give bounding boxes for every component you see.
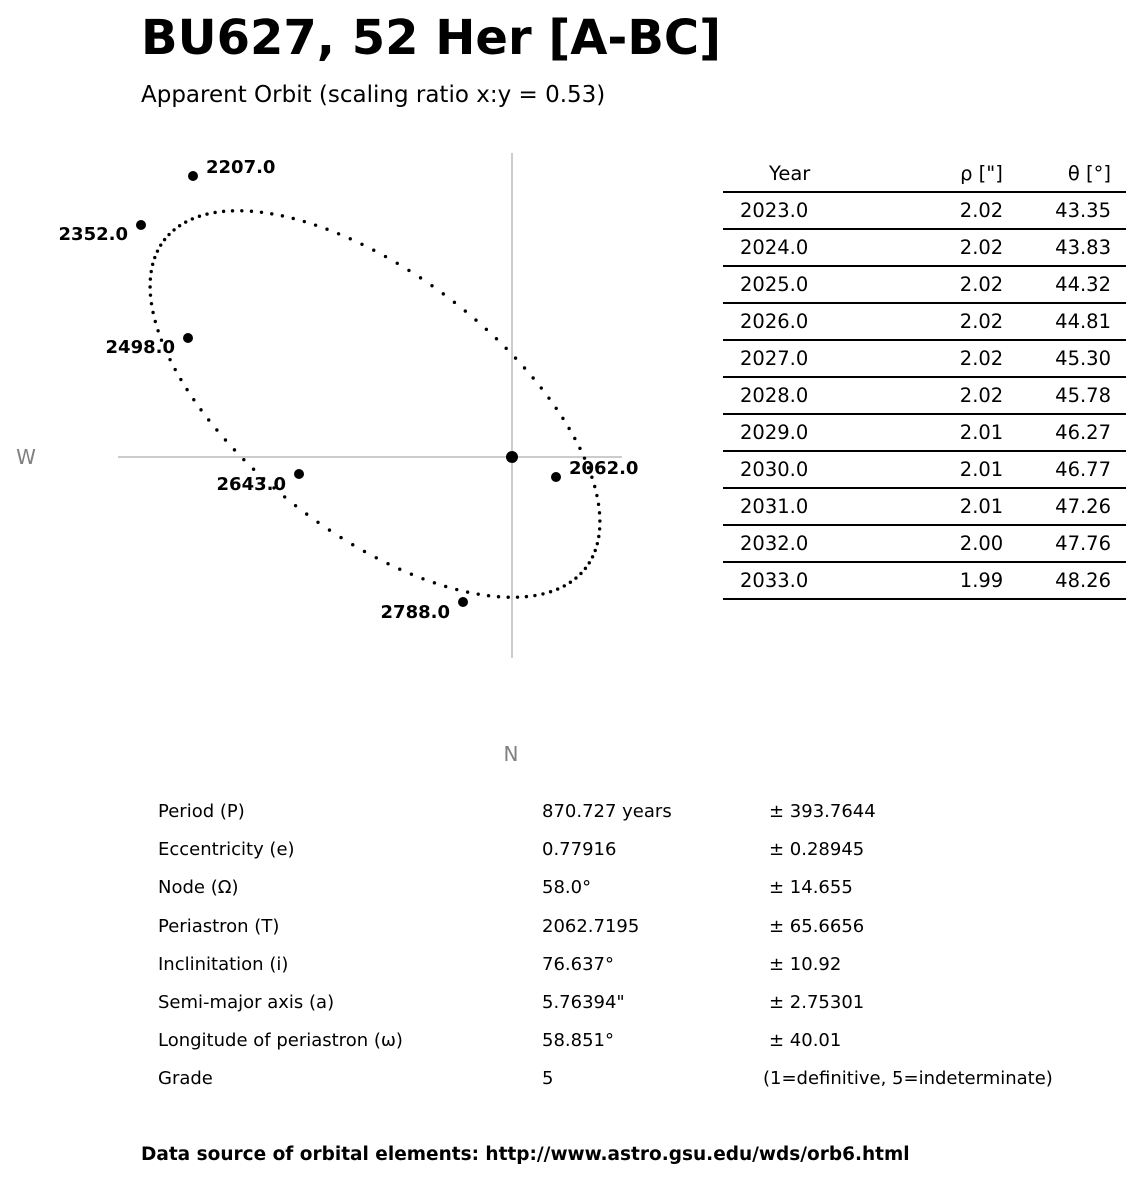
axes-layer	[118, 153, 622, 658]
orbit-point	[598, 527, 601, 530]
orbit-point	[153, 256, 156, 259]
year-cell: 2025.0	[723, 266, 919, 303]
element-name: Periastron (T)	[158, 915, 280, 937]
rho-cell: 2.01	[919, 451, 1044, 488]
orbit-point	[531, 376, 534, 379]
primary-star-marker	[506, 451, 518, 463]
orbit-point	[477, 592, 480, 595]
orbit-point	[384, 255, 387, 258]
element-error: ± 10.92	[769, 953, 842, 975]
element-value: 58.851°	[542, 1030, 614, 1052]
orbit-point	[573, 437, 576, 440]
orbit-point	[233, 448, 236, 451]
rho-cell: 2.02	[919, 340, 1044, 377]
element-name: Period (P)	[158, 801, 245, 822]
orbit-point	[305, 512, 308, 515]
orbit-point	[178, 224, 181, 227]
orbit-point	[149, 293, 152, 296]
theta-cell: 45.30	[1044, 340, 1126, 377]
orbit-point	[163, 238, 166, 241]
rho-cell: 2.02	[919, 192, 1044, 229]
theta-cell: 43.35	[1044, 192, 1126, 229]
orbit-point	[213, 211, 216, 214]
epoch-label: 2643.0	[216, 474, 286, 495]
ephemeris-row	[723, 451, 1126, 488]
orbit-point	[179, 378, 182, 381]
element-value: 0.77916	[542, 839, 617, 861]
orbit-point	[250, 210, 253, 213]
orbit-point	[421, 577, 424, 580]
orbit-point	[168, 358, 171, 361]
orbit-point	[598, 519, 601, 522]
orbit-point	[198, 215, 201, 218]
element-value: 76.637°	[542, 953, 614, 975]
element-name: Inclinitation (i)	[158, 953, 289, 975]
orbit-point	[260, 211, 263, 214]
orbit-point	[192, 398, 195, 401]
orbit-point	[516, 595, 519, 598]
orbit-point	[549, 590, 552, 593]
orbit-point	[150, 270, 153, 273]
orbit-point	[574, 576, 577, 579]
epoch-marker	[188, 171, 198, 181]
epoch-marker	[183, 333, 193, 343]
orbit-point	[172, 228, 175, 231]
west-axis-label: W	[16, 445, 36, 469]
orbit-chart	[0, 130, 700, 780]
orbit-point	[240, 209, 243, 212]
epoch-label: 2062.0	[569, 458, 639, 479]
orbit-point	[159, 243, 162, 246]
epoch-markers-layer	[136, 171, 561, 607]
orbit-point	[523, 366, 526, 369]
orbit-point	[567, 427, 570, 430]
orbit-point	[563, 584, 566, 587]
year-cell: 2024.0	[723, 229, 919, 266]
element-name: Longitude of periastron (ω)	[158, 1030, 403, 1052]
rho-cell: 1.99	[919, 562, 1044, 599]
element-error: ± 14.655	[769, 877, 853, 899]
orbit-point	[407, 269, 410, 272]
year-cell: 2028.0	[723, 377, 919, 414]
element-value: 5.76394"	[542, 991, 625, 1013]
element-error: ± 2.75301	[769, 991, 865, 1013]
orbit-point	[185, 388, 188, 391]
epoch-marker	[551, 472, 561, 482]
orbit-point	[591, 555, 594, 558]
orbit-point	[487, 594, 490, 597]
orbit-point	[584, 567, 587, 570]
orbit-point	[242, 458, 245, 461]
orbit-point	[151, 263, 154, 266]
orbit-point	[433, 581, 436, 584]
orbit-point	[495, 337, 498, 340]
orbit-point	[453, 301, 456, 304]
rho-cell: 2.01	[919, 414, 1044, 451]
element-error: ± 393.7644	[769, 801, 876, 822]
orbit-point	[207, 418, 210, 421]
orbit-point	[294, 504, 297, 507]
orbit-point	[464, 309, 467, 312]
ephemeris-header-row	[723, 155, 1126, 192]
orbit-point	[156, 249, 159, 252]
ephemeris-row	[723, 525, 1126, 562]
orbit-point	[252, 468, 255, 471]
orbit-point	[386, 562, 389, 565]
orbit-point	[556, 587, 559, 590]
orbit-point	[224, 438, 227, 441]
orbit-point	[514, 356, 517, 359]
orbit-point	[595, 494, 598, 497]
orbit-point	[396, 262, 399, 265]
year-cell: 2026.0	[723, 303, 919, 340]
orbit-point	[554, 407, 557, 410]
orbit-point	[398, 568, 401, 571]
orbit-point	[541, 592, 544, 595]
year-cell: 2032.0	[723, 525, 919, 562]
element-value: 870.727 years	[542, 801, 672, 822]
orbit-point	[148, 285, 151, 288]
ephemeris-row	[723, 303, 1126, 340]
orbit-point	[303, 220, 306, 223]
epoch-marker	[294, 469, 304, 479]
orbit-point	[167, 233, 170, 236]
rho-cell: 2.02	[919, 303, 1044, 340]
ephemeris-row	[723, 377, 1126, 414]
orbit-point	[349, 237, 352, 240]
ephemeris-row	[723, 414, 1126, 451]
theta-column-header: θ [°]	[1044, 155, 1126, 192]
epoch-marker	[136, 220, 146, 230]
orbit-point	[314, 223, 317, 226]
orbit-point	[596, 542, 599, 545]
orbit-point	[281, 214, 284, 217]
orbit-point	[191, 217, 194, 220]
orbit-point	[525, 595, 528, 598]
orbit-point	[588, 561, 591, 564]
orbit-point	[199, 408, 202, 411]
ephemeris-row	[723, 340, 1126, 377]
orbit-points-layer	[148, 209, 601, 599]
rho-cell: 2.00	[919, 525, 1044, 562]
element-value: 2062.7195	[542, 915, 640, 937]
orbit-point	[316, 521, 319, 524]
orbit-point	[372, 248, 375, 251]
orbit-point	[466, 590, 469, 593]
rho-cell: 2.02	[919, 266, 1044, 303]
element-value: 5	[542, 1068, 554, 1090]
element-error: ± 65.6656	[769, 915, 865, 937]
orbit-point	[151, 311, 154, 314]
orbit-point	[578, 447, 581, 450]
orbit-point	[375, 556, 378, 559]
theta-cell: 48.26	[1044, 562, 1126, 599]
theta-cell: 44.32	[1044, 266, 1126, 303]
epoch-label: 2207.0	[206, 157, 276, 178]
orbit-point	[222, 210, 225, 213]
orbit-point	[231, 209, 234, 212]
orbit-point	[363, 550, 366, 553]
orbit-point	[292, 217, 295, 220]
orbit-point	[504, 347, 507, 350]
rho-cell: 2.01	[919, 488, 1044, 525]
orbit-point	[270, 212, 273, 215]
orbit-point	[579, 572, 582, 575]
element-error: (1=definitive, 5=indeterminate)	[763, 1068, 1053, 1090]
ephemeris-body	[723, 192, 1126, 599]
orbit-point	[444, 585, 447, 588]
orbit-point	[597, 503, 600, 506]
orbit-point	[154, 320, 157, 323]
orbit-point	[597, 535, 600, 538]
ephemeris-row	[723, 192, 1126, 229]
theta-cell: 43.83	[1044, 229, 1126, 266]
orbit-point	[547, 396, 550, 399]
theta-cell: 47.26	[1044, 488, 1126, 525]
year-cell: 2031.0	[723, 488, 919, 525]
epoch-label: 2352.0	[58, 224, 128, 245]
orbit-point	[328, 528, 331, 531]
orbit-point	[598, 511, 601, 514]
rho-cell: 2.02	[919, 377, 1044, 414]
ephemeris-row	[723, 488, 1126, 525]
page-subtitle: Apparent Orbit (scaling ratio x:y = 0.53)	[141, 82, 606, 108]
orbit-point	[351, 543, 354, 546]
orbit-point	[430, 284, 433, 287]
element-name: Grade	[158, 1068, 213, 1090]
epoch-marker	[458, 597, 468, 607]
data-source-footer: Data source of orbital elements: http://www.astro.gsu.edu/wds/orb6.html	[141, 1144, 910, 1165]
element-name: Semi-major axis (a)	[158, 991, 335, 1013]
theta-cell: 47.76	[1044, 525, 1126, 562]
orbit-point	[593, 485, 596, 488]
ephemeris-row	[723, 266, 1126, 303]
orbit-point	[325, 228, 328, 231]
theta-cell: 44.81	[1044, 303, 1126, 340]
ephemeris-table	[723, 155, 1126, 600]
element-name: Node (Ω)	[158, 877, 239, 899]
rho-column-header: ρ ["]	[919, 155, 1044, 192]
orbit-point	[594, 549, 597, 552]
epoch-label: 2788.0	[380, 602, 450, 623]
orbit-point	[173, 368, 176, 371]
north-axis-label: N	[503, 742, 519, 766]
element-error: ± 0.28945	[769, 839, 865, 861]
orbit-point	[569, 581, 572, 584]
element-name: Eccentricity (e)	[158, 839, 295, 861]
orbit-point	[410, 573, 413, 576]
orbit-point	[339, 536, 342, 539]
orbit-point	[506, 596, 509, 599]
year-cell: 2033.0	[723, 562, 919, 599]
orbit-point	[215, 428, 218, 431]
orbit-point	[205, 212, 208, 215]
year-cell: 2023.0	[723, 192, 919, 229]
theta-cell: 46.27	[1044, 414, 1126, 451]
orbit-point	[150, 302, 153, 305]
theta-cell: 45.78	[1044, 377, 1126, 414]
epoch-label: 2498.0	[105, 337, 175, 358]
rho-cell: 2.02	[919, 229, 1044, 266]
ephemeris-row	[723, 229, 1126, 266]
orbit-point	[561, 417, 564, 420]
year-cell: 2029.0	[723, 414, 919, 451]
orbit-point	[442, 292, 445, 295]
orbit-point	[497, 595, 500, 598]
orbit-point	[337, 232, 340, 235]
orbit-point	[360, 243, 363, 246]
theta-cell: 46.77	[1044, 451, 1126, 488]
orbit-point	[419, 276, 422, 279]
element-error: ± 40.01	[769, 1030, 842, 1052]
year-cell: 2030.0	[723, 451, 919, 488]
orbit-point	[184, 220, 187, 223]
orbit-point	[455, 588, 458, 591]
year-cell: 2027.0	[723, 340, 919, 377]
orbit-point	[485, 328, 488, 331]
orbit-point	[474, 318, 477, 321]
year-column-header: Year	[723, 155, 919, 192]
ephemeris-row	[723, 562, 1126, 599]
orbit-point	[540, 386, 543, 389]
orbit-point	[149, 277, 152, 280]
element-value: 58.0°	[542, 877, 592, 899]
orbit-point	[156, 329, 159, 332]
page-title: BU627, 52 Her [A-BC]	[141, 10, 722, 66]
orbit-point	[533, 594, 536, 597]
orbit-point	[283, 495, 286, 498]
